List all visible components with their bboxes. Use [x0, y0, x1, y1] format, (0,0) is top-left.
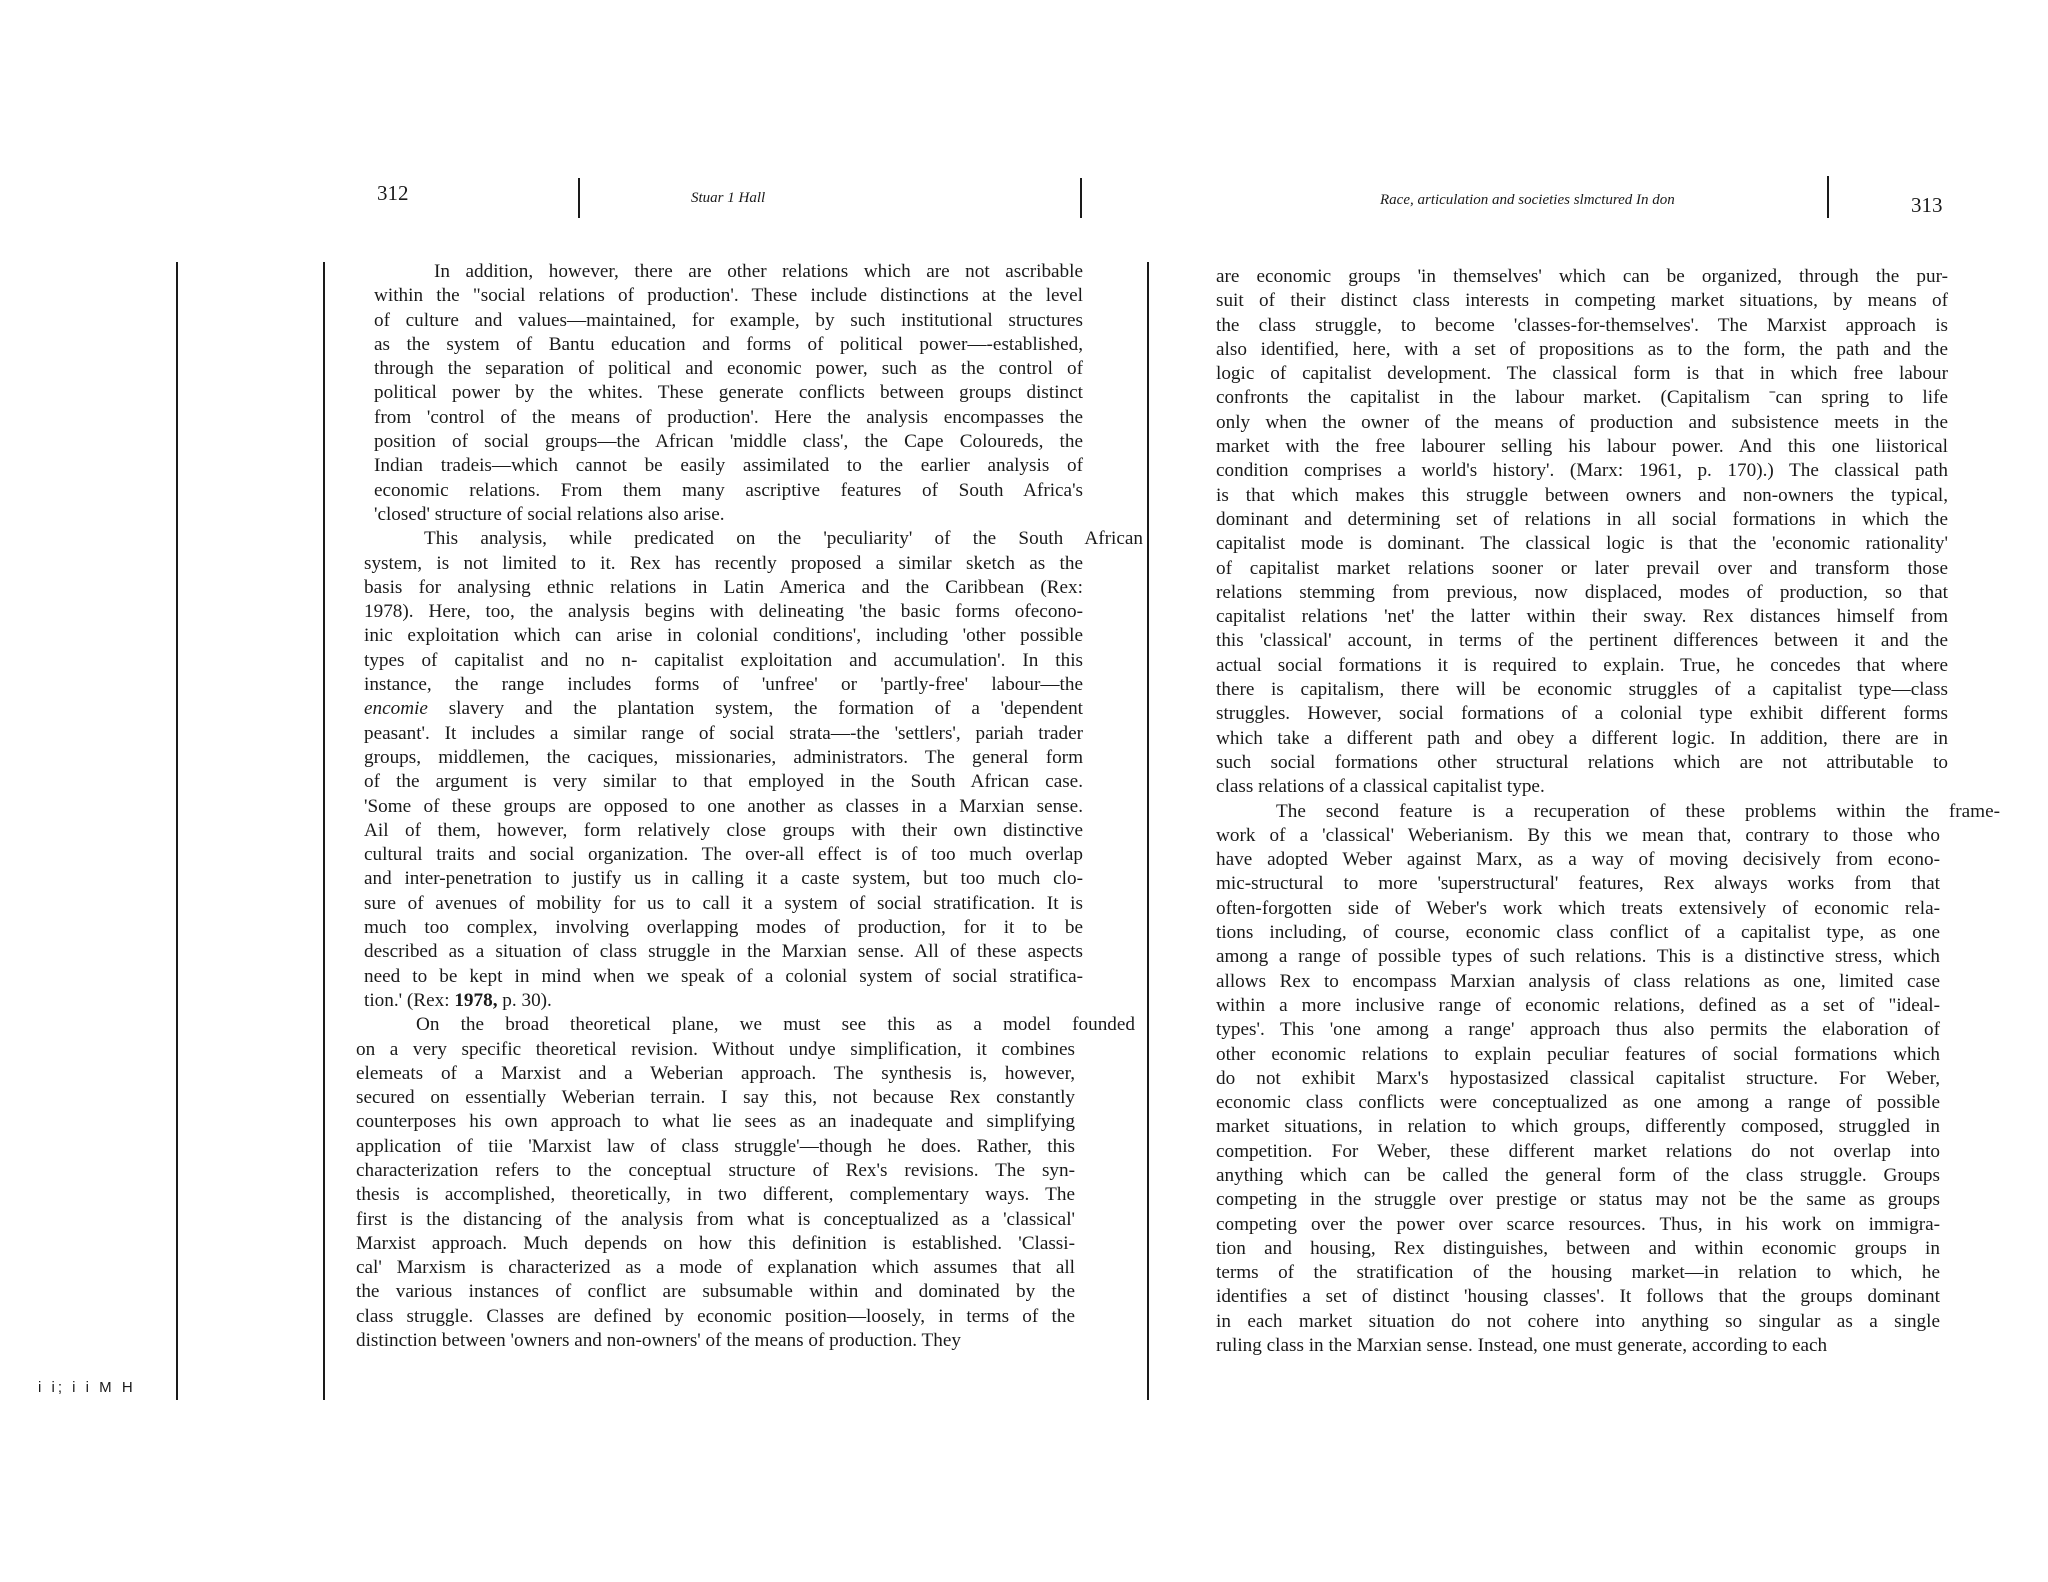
right-line: which take a different path and obey a different logic. In addition, there are in: [1216, 727, 1948, 749]
right-line: economic class conflicts were conceptualized as one among a range of possible: [1216, 1092, 1940, 1114]
left-line: economic relations. From them many ascriptive features of South Africa's: [374, 479, 1083, 501]
left-page-body: [356, 260, 1143, 1353]
right-line: this 'classical' account, in terms of the pertinent differences between it and the: [1216, 630, 1948, 652]
left-line: secured on essentially Weberian terrain. I say this, not because Rex constantly: [356, 1087, 1075, 1109]
left-line: distinction between 'owners and non-owners' of the means of production. They: [356, 1330, 961, 1352]
right-line: also identified, here, with a set of propositions as to the form, the path and the: [1216, 338, 1948, 360]
right-line: relations stemming from previous, now displaced, modes of production, so that: [1216, 581, 1948, 603]
left-line: first is the distancing of the analysis from what is conceptualized as a 'classical': [356, 1208, 1075, 1230]
right-line: market with the free labourer selling his labour power. And this one liistorical: [1216, 436, 1948, 458]
left-line: cal' Marxism is characterized as a mode of explanation which assumes that all: [356, 1257, 1075, 1279]
right-line: condition comprises a world's history'. (Marx: 1961, p. 170).) The classical path: [1216, 460, 1948, 482]
left-line: cultural traits and social organization. The over-all effect is of too much overlap: [364, 844, 1083, 866]
right-line: actual social formations it is required to explain. True, he concedes that where: [1216, 654, 1948, 676]
left-line: peasant'. It includes a similar range of social strata—-the 'settlers', pariah trader: [364, 722, 1083, 744]
right-line: in each market situation do not cohere into anything so singular as a single: [1216, 1310, 1940, 1332]
left-text-rule: [323, 262, 325, 1400]
right-line: ruling class in the Marxian sense. Instead, one must generate, according to each: [1216, 1335, 1828, 1357]
left-line: On the broad theoretical plane, we must see this as a model founded: [416, 1014, 1135, 1036]
left-line: through the separation of political and economic power, such as the control of: [374, 358, 1083, 380]
left-line: within the "social relations of production'. These include distinctions at the level: [374, 285, 1083, 307]
left-line: instance, the range includes forms of 'unfree' or 'partly-free' labour—the: [364, 674, 1083, 696]
right-line: have adopted Weber against Marx, as a way of moving decisively from econo-: [1216, 849, 1940, 871]
emphasis-bold: 1978,: [454, 989, 498, 1011]
left-line: elemeats of a Marxist and a Weberian approach. The synthesis is, however,: [356, 1062, 1075, 1084]
left-line: Ail of them, however, form relatively close groups with their own distinctive: [364, 819, 1083, 841]
right-page-body: [1216, 265, 2000, 1358]
left-line: characterization refers to the conceptual structure of Rex's revisions. The syn-: [356, 1159, 1075, 1181]
left-line: of the argument is very similar to that employed in the South African case.: [364, 771, 1083, 793]
right-line: confronts the capitalist in the labour market. (Capitalism ˉcan spring to life: [1216, 387, 1948, 409]
left-line: In addition, however, there are other relations which are not ascribable: [434, 261, 1083, 282]
right-line: class relations of a classical capitalist type.: [1216, 776, 1545, 798]
right-line: market situations, in relation to which groups, differently composed, struggled in: [1216, 1116, 1940, 1138]
left-line: types of capitalist and no n- capitalist exploitation and accumulation'. In this: [364, 649, 1083, 671]
right-line: capitalist relations 'net' the latter within their sway. Rex distances himself from: [1216, 606, 1948, 628]
right-line: do not exhibit Marx's hypostasized classical capitalist structure. For Weber,: [1216, 1067, 1940, 1089]
right-line: work of a 'classical' Weberianism. By this we mean that, contrary to those who: [1216, 824, 1940, 846]
right-line: The second feature is a recuperation of these problems within the frame-: [1276, 800, 2000, 822]
right-line: competing in the struggle over prestige or status may not be the same as groups: [1216, 1189, 1940, 1211]
right-line: mic-structural to more 'superstructural' features, Rex always works from that: [1216, 873, 1940, 895]
left-margin-rule: [176, 262, 178, 1400]
left-line: 1978). Here, too, the analysis begins with delineating 'the basic forms ofecono-: [364, 601, 1083, 623]
right-line: allows Rex to encompass Marxian analysis of class relations as one, limited case: [1216, 970, 1940, 992]
right-line: the class struggle, to become 'classes-for-themselves'. The Marxist approach is: [1216, 314, 1948, 336]
left-line: class struggle. Classes are defined by economic position—loosely, in terms of the: [356, 1305, 1075, 1327]
right-line: tion and housing, Rex distinguishes, between and within economic groups in: [1216, 1237, 1940, 1259]
left-page-number: 312: [377, 181, 409, 205]
right-line: dominant and determining set of relations in all social formations in which the: [1216, 508, 1948, 530]
right-header-divider: [1827, 176, 1829, 218]
left-line: basis for analysing ethnic relations in Latin America and the Caribbean (Rex:: [364, 576, 1083, 598]
left-line: from 'control of the means of production'. Here the analysis encompasses the: [374, 406, 1083, 428]
left-header-divider-2: [1080, 178, 1082, 218]
left-line: 'Some of these groups are opposed to one another as classes in a Marxian sense.: [364, 795, 1083, 817]
right-line: other economic relations to explain peculiar features of social formations which: [1216, 1043, 1940, 1065]
left-line: of culture and values—maintained, for example, by such institutional structures: [374, 309, 1083, 331]
right-page-number: 313: [1911, 193, 1943, 217]
right-line: terms of the stratification of the housing market—in relation to which, he: [1216, 1262, 1940, 1284]
left-line: counterposes his own approach to what lie sees as an inadequate and simplifying: [356, 1111, 1075, 1133]
left-line: need to be kept in mind when we speak of a colonial system of social stratifica-: [364, 965, 1083, 987]
right-line: often-forgotten side of Weber's work which treats extensively of economic rela-: [1216, 897, 1940, 919]
right-line: only when the owner of the means of production and subsistence meets in the: [1216, 411, 1948, 433]
right-line: competing over the power over scarce resources. Thus, in his work on immigra-: [1216, 1213, 1940, 1235]
left-line: Marxist approach. Much depends on how this definition is established. 'Classi-: [356, 1232, 1075, 1254]
left-line: much too complex, involving overlapping modes of production, for it to be: [364, 917, 1083, 939]
left-line: thesis is accomplished, theoretically, in two different, complementary ways. The: [356, 1184, 1075, 1206]
right-line: is that which makes this struggle between owners and non-owners the typical,: [1216, 484, 1948, 506]
right-line: of capitalist market relations sooner or later prevail over and transform those: [1216, 557, 1948, 579]
right-line: within a more inclusive range of economic relations, defined as a set of "ideal-: [1216, 994, 1940, 1016]
right-running-head: Race, articulation and societies slmctured In don: [1380, 192, 1675, 208]
left-line: system, is not limited to it. Rex has recently proposed a similar sketch as the: [364, 552, 1083, 574]
right-line: anything which can be called the general form of the class struggle. Groups: [1216, 1164, 1940, 1186]
left-line: as the system of Bantu education and forms of political power—-established,: [374, 333, 1083, 355]
left-running-head: Stuar 1 Hall: [691, 190, 766, 206]
right-line: are economic groups 'in themselves' which can be organized, through the pur-: [1216, 266, 1948, 287]
left-line: political power by the whites. These generate conflicts between groups distinct: [374, 382, 1083, 404]
gutter-rule: [1147, 262, 1149, 1400]
left-line: and inter-penetration to justify us in calling it a caste system, but too much clo-: [364, 868, 1083, 890]
right-line: identifies a set of distinct 'housing classes'. It follows that the groups dominant: [1216, 1286, 1940, 1308]
left-line: inic exploitation which can arise in colonial conditions', including 'other possible: [364, 625, 1083, 647]
margin-mark: i i; i i M H: [38, 1379, 136, 1396]
left-line: sure of avenues of mobility for us to call it a system of social stratification. It is: [364, 892, 1083, 914]
emphasis-italic: encomie: [364, 698, 428, 720]
right-line: logic of capitalist development. The classical form is that in which free labour: [1216, 363, 1948, 385]
left-line: 'closed' structure of social relations also arise.: [374, 503, 725, 525]
right-line: suit of their distinct class interests in competing market situations, by means of: [1216, 290, 1948, 312]
right-line: such social formations other structural relations which are not attributable to: [1216, 751, 1948, 773]
right-line: there is capitalism, there will be economic struggles of a capitalist type—class: [1216, 679, 1948, 701]
left-line-italic: encomie slavery and the plantation system, the formation of a 'dependent: [364, 698, 1083, 720]
right-line: types'. This 'one among a range' approach thus also permits the elaboration of: [1216, 1019, 1940, 1041]
right-line: among a range of possible types of such relations. This is a distinctive stress, which: [1216, 946, 1940, 968]
left-line: the various instances of conflict are subsumable within and dominated by the: [356, 1281, 1075, 1303]
left-line: Indian tradeis—which cannot be easily assimilated to the earlier analysis of: [374, 455, 1083, 477]
left-header-divider-1: [578, 178, 580, 218]
right-line: competition. For Weber, these different market relations do not overlap into: [1216, 1140, 1940, 1162]
right-line: tions including, of course, economic class conflict of a capitalist type, as one: [1216, 922, 1940, 944]
left-line: tion.' (Rex: 1978, p. 30).: [364, 989, 552, 1011]
right-line: capitalist mode is dominant. The classical logic is that the 'economic rationality': [1216, 533, 1948, 555]
right-line: struggles. However, social formations of a colonial type exhibit different forms: [1216, 703, 1948, 725]
left-line: position of social groups—the African 'middle class', the Cape Coloureds, the: [374, 431, 1083, 453]
left-line: groups, middlemen, the caciques, missionaries, administrators. The general form: [364, 746, 1083, 768]
left-line: This analysis, while predicated on the 'peculiarity' of the South African: [424, 528, 1143, 550]
left-line: application of tiie 'Marxist law of class struggle'—though he does. Rather, this: [356, 1135, 1075, 1157]
left-line: described as a situation of class struggle in the Marxian sense. All of these aspects: [364, 941, 1083, 963]
left-line: on a very specific theoretical revision. Without undye simplification, it combines: [356, 1038, 1075, 1060]
